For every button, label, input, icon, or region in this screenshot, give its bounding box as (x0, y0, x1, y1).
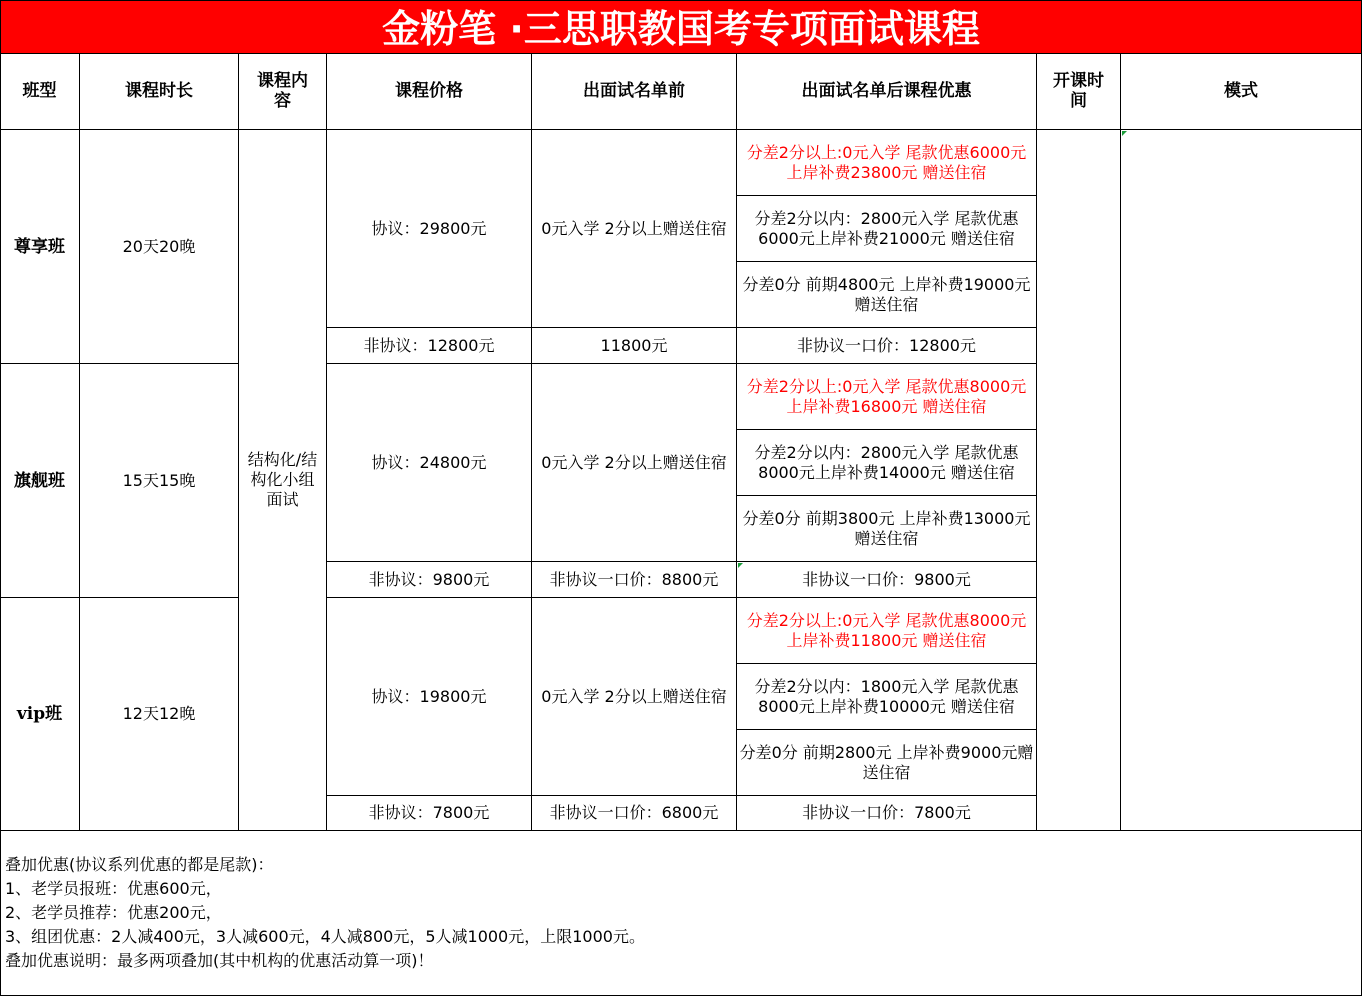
before-non-agreement-qijian: 非协议一口价：8800元 (532, 562, 737, 598)
after-option-zunxiang-1: 分差2分以上:0元入学 尾款优惠6000元上岸补费23800元 赠送住宿 (737, 130, 1037, 196)
after-non-agreement-zunxiang: 非协议一口价：12800元 (737, 328, 1037, 364)
after-option-qijian-3: 分差0分 前期3800元 上岸补费13000元赠送住宿 (737, 496, 1037, 562)
header-mode: 模式 (1121, 53, 1362, 130)
notes-section (0, 831, 1362, 996)
notes-item-1: 1、老学员报班：优惠600元， (5, 879, 222, 898)
notes-item-2: 2、老学员推荐：优惠200元， (5, 903, 222, 922)
price-non-agreement-zunxiang: 非协议：12800元 (327, 328, 532, 364)
before-agreement-zunxiang: 0元入学 2分以上赠送住宿 (532, 130, 737, 328)
price-agreement-vip: 协议：19800元 (327, 598, 532, 796)
after-option-vip-2: 分差2分以内：1800元入学 尾款优惠8000元上岸补费10000元 赠送住宿 (737, 664, 1037, 730)
after-non-agreement-qijian: 非协议一口价：9800元 (737, 562, 1037, 598)
notes-item-3: 3、组团优惠：2人减400元，3人减600元，4人减800元，5人减1000元，上限1000元。 (5, 927, 645, 946)
duration-zunxiang: 20天20晚 (80, 130, 239, 364)
header-start-time: 开课时间 (1037, 53, 1121, 130)
mode-cell (1121, 130, 1362, 831)
header-after-list: 出面试名单后课程优惠 (737, 53, 1037, 130)
after-option-vip-1: 分差2分以上:0元入学 尾款优惠8000元上岸补费11800元 赠送住宿 (737, 598, 1037, 664)
class-name-qijian: 旗舰班 (0, 364, 80, 598)
header-price: 课程价格 (327, 53, 532, 130)
after-option-zunxiang-2: 分差2分以内：2800元入学 尾款优惠6000元上岸补费21000元 赠送住宿 (737, 196, 1037, 262)
price-non-agreement-vip: 非协议：7800元 (327, 796, 532, 831)
cell-comment-marker (738, 563, 743, 568)
after-non-agreement-vip: 非协议一口价：7800元 (737, 796, 1037, 831)
header-class-type: 班型 (0, 53, 80, 130)
page-title: 金粉笔 ·三思职教国考专项面试课程 (0, 0, 1362, 53)
course-content: 结构化/结构化小组面试 (239, 130, 327, 831)
after-option-vip-3: 分差0分 前期2800元 上岸补费9000元赠送住宿 (737, 730, 1037, 796)
header-before-list: 出面试名单前 (532, 53, 737, 130)
duration-vip: 12天12晚 (80, 598, 239, 831)
before-non-agreement-zunxiang: 11800元 (532, 328, 737, 364)
class-name-vip: vip班 (0, 598, 80, 831)
before-agreement-vip: 0元入学 2分以上赠送住宿 (532, 598, 737, 796)
after-option-qijian-1: 分差2分以上:0元入学 尾款优惠8000元上岸补费16800元 赠送住宿 (737, 364, 1037, 430)
after-option-zunxiang-3: 分差0分 前期4800元 上岸补费19000元赠送住宿 (737, 262, 1037, 328)
price-agreement-qijian: 协议：24800元 (327, 364, 532, 562)
price-agreement-zunxiang: 协议：29800元 (327, 130, 532, 328)
price-non-agreement-qijian: 非协议：9800元 (327, 562, 532, 598)
duration-qijian: 15天15晚 (80, 364, 239, 598)
cell-comment-marker (1122, 131, 1127, 136)
before-agreement-qijian: 0元入学 2分以上赠送住宿 (532, 364, 737, 562)
class-name-zunxiang: 尊享班 (0, 130, 80, 364)
notes-heading: 叠加优惠(协议系列优惠的都是尾款)： (5, 855, 274, 874)
before-non-agreement-vip: 非协议一口价：6800元 (532, 796, 737, 831)
header-content: 课程内容 (239, 53, 327, 130)
after-option-qijian-2: 分差2分以内：2800元入学 尾款优惠8000元上岸补费14000元 赠送住宿 (737, 430, 1037, 496)
header-duration: 课程时长 (80, 53, 239, 130)
notes-footer: 叠加优惠说明：最多两项叠加(其中机构的优惠活动算一项)！ (5, 951, 434, 970)
start-time-cell (1037, 130, 1121, 831)
